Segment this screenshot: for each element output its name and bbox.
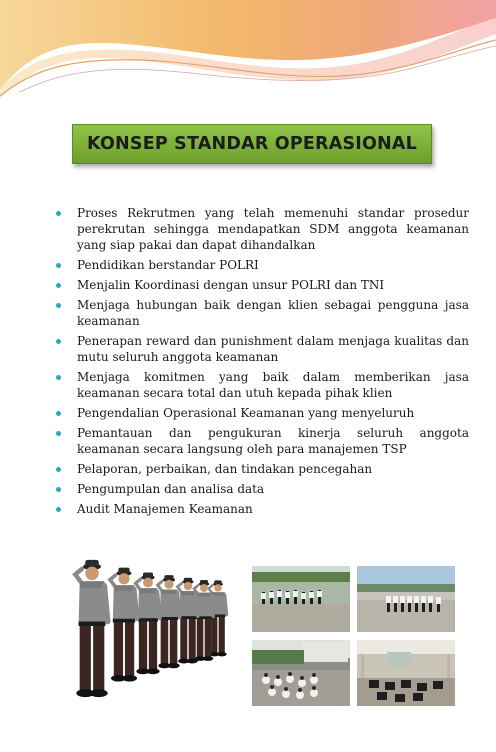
list-item: [56, 425, 469, 457]
bullet-icon: [56, 211, 61, 216]
list-item: [56, 205, 469, 253]
bullet-icon: [56, 431, 61, 436]
list-item-text: Pemantauan dan pengukuran kinerja seluruh anggota keamanan secara langsung oleh para manajemen TSP: [77, 426, 469, 456]
training-photo-grid: [252, 566, 455, 706]
bullet-icon: [56, 283, 61, 288]
list-item: [56, 405, 469, 421]
bullet-icon: [56, 263, 61, 268]
list-item-text: Pendidikan berstandar POLRI: [77, 258, 259, 272]
list-item: [56, 297, 469, 329]
list-item: [56, 481, 469, 497]
page-title: KONSEP STANDAR OPERASIONAL: [87, 134, 417, 154]
bullet-list: [56, 205, 469, 521]
training-photo-4: [357, 640, 455, 706]
bullet-icon: [56, 467, 61, 472]
list-item: [56, 369, 469, 401]
training-photo-2: [357, 566, 455, 632]
list-item-text: Pelaporan, perbaikan, dan tindakan pencegahan: [77, 462, 373, 476]
list-item-text: Menjalin Koordinasi dengan unsur POLRI dan TNI: [77, 278, 385, 292]
list-item-text: Penerapan reward dan punishment dalam menjaga kualitas dan mutu seluruh anggota keamanan: [77, 334, 469, 364]
bullet-icon: [56, 375, 61, 380]
list-item-text: Menjaga komitmen yang baik dalam memberikan jasa keamanan secara total dan utuh kepada pihak klien: [77, 370, 469, 400]
list-item-text: Proses Rekrutmen yang telah memenuhi standar prosedur perekrutan sehingga mendapatkan SDM anggota keamanan yang siap pakai dan dapat dihandalkan: [77, 206, 469, 252]
bullet-icon: [56, 487, 61, 492]
list-item-text: Menjaga hubungan baik dengan klien sebagai pengguna jasa keamanan: [77, 298, 469, 328]
bullet-icon: [56, 507, 61, 512]
list-item: [56, 333, 469, 365]
list-item-text: Pengumpulan dan analisa data: [77, 482, 265, 496]
bullet-icon: [56, 339, 61, 344]
list-item: [56, 277, 469, 293]
training-photo-1: [252, 566, 350, 632]
list-item: [56, 501, 469, 517]
list-item: [56, 257, 469, 273]
saluting-officers-image: [52, 556, 232, 706]
training-photo-3: [252, 640, 350, 706]
list-item-text: Audit Manajemen Keamanan: [77, 502, 253, 516]
header-wave-decoration: [0, 0, 496, 110]
list-item-text: Pengendalian Operasional Keamanan yang menyeluruh: [77, 406, 415, 420]
bullet-icon: [56, 303, 61, 308]
title-banner: [72, 124, 432, 164]
list-item: [56, 461, 469, 477]
bullet-icon: [56, 411, 61, 416]
